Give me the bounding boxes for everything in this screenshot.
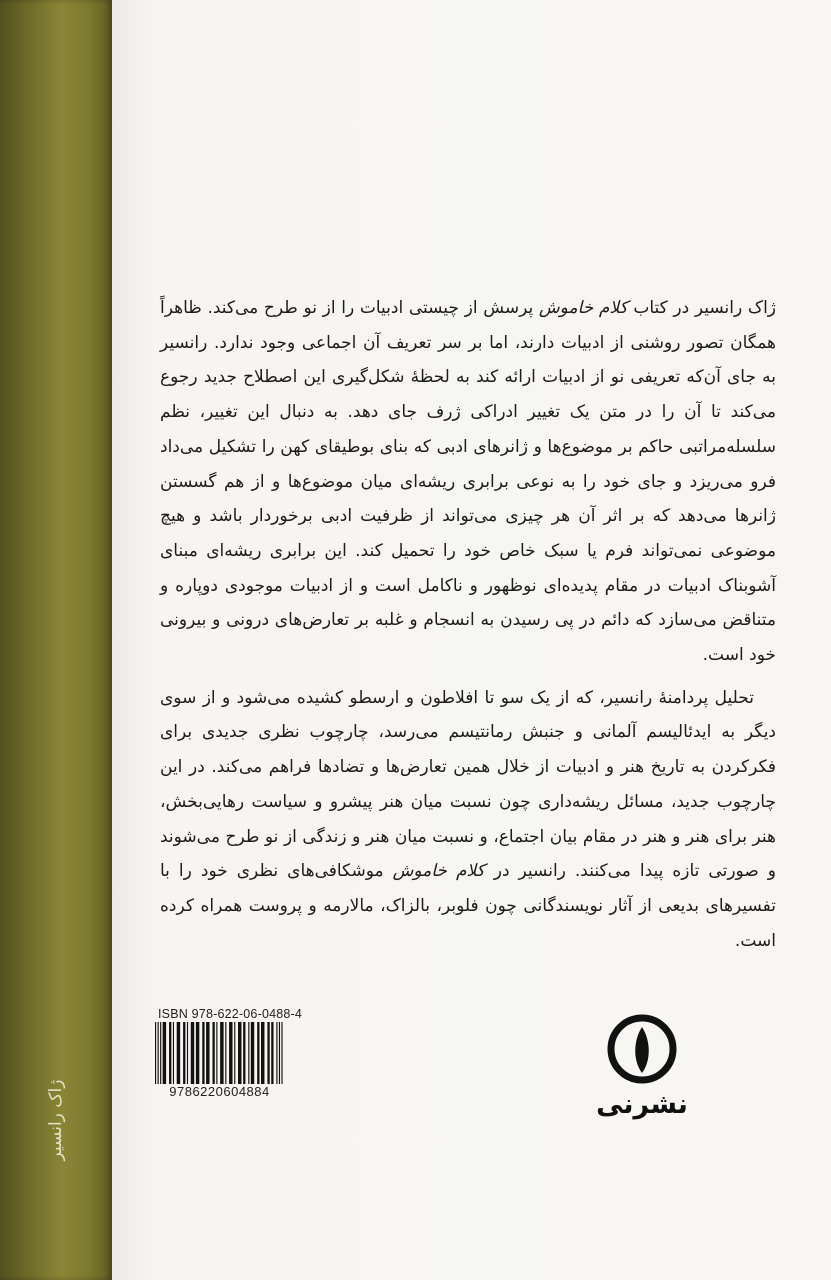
- barcode-bar: [257, 1022, 259, 1084]
- blurb-p2-rest: موشکافی‌های نظری خود را با تفسیرهای بدیعی از آثار نویسندگانی چون فلوبر، بالزاک، مالارمه و پروست همراه کرده است.: [160, 861, 776, 951]
- publisher-name: نشرنی: [596, 1089, 688, 1120]
- barcode-bar: [216, 1022, 217, 1084]
- ney-publisher-logo-icon: [606, 1013, 678, 1085]
- barcode-bar: [202, 1022, 204, 1084]
- book-title-inline: کلام خاموش: [538, 298, 628, 318]
- barcode-bar: [281, 1022, 282, 1084]
- blurb-paragraph-2: [160, 681, 776, 959]
- barcode-bar: [251, 1022, 254, 1084]
- barcode-bar: [248, 1022, 249, 1084]
- barcode-bar: [196, 1022, 199, 1084]
- barcode-bar: [234, 1022, 235, 1084]
- barcode-bar: [238, 1022, 241, 1084]
- barcode-bar: [160, 1022, 161, 1084]
- isbn-barcode: [153, 1022, 286, 1084]
- blurb-paragraph-1: [160, 291, 776, 673]
- barcode-bar: [163, 1022, 166, 1084]
- barcode-bar: [220, 1022, 223, 1084]
- barcode-bar: [169, 1022, 171, 1084]
- barcode-bar: [155, 1022, 156, 1084]
- barcode-bar: [267, 1022, 269, 1084]
- book-spine: [0, 0, 112, 1280]
- isbn-label: ISBN 978-622-06-0488-4: [158, 1007, 303, 1021]
- barcode-number: 9786220604884: [169, 1084, 270, 1099]
- barcode-bar: [271, 1022, 273, 1084]
- barcode-bar: [173, 1022, 174, 1084]
- barcode-bar: [158, 1022, 159, 1084]
- barcode-bar: [243, 1022, 245, 1084]
- barcode-bar: [177, 1022, 180, 1084]
- blurb-p2-start: تحلیل پردامنهٔ رانسیر، که از یک سو تا افلاطون و ارسطو کشیده می‌شود و از سوی دیگر به ایدئالیسم آلمانی و جنبش رمانتیسم می‌رسد، چارچوب نظری جدیدی برای فکرکردن به تاریخ هنر و ادبیات از خلال همین تعارض‌ها و تضادها فراهم می‌کند. در این چارچوب جدید، مسائل ریشه‌داری چون نسبت میان هنر پیشرو و سیاست رهایی‌بخش، هنر برای هنر و هنر در مقام بیان اجتماع، و نسبت میان هنر و زندگی از نو طرح می‌شوند و صورتی تازه پیدا می‌کنند. رانسیر در: [160, 687, 776, 882]
- barcode-bar: [229, 1022, 232, 1084]
- barcode-bar: [261, 1022, 264, 1084]
- book-title-inline-2: کلام خاموش: [392, 861, 485, 882]
- barcode-bar: [279, 1022, 280, 1084]
- blurb-p1-rest: پرسش از چیستی ادبیات را از نو طرح می‌کند. ظاهراً همگان تصور روشنی از ادبیات دارند، اما بر سر تعریف آن اجماعی وجود ندارد. رانسیر به جای آن‌که تعریفی نو از ادبیات ارائه کند به لحظهٔ شکل‌گیری این اصطلاح جدید رجوع می‌کند تا آن را در متن یک تغییر ادراکی ژرف جای دهد. به دنبال این تغییر، نظم سلسله‌مراتبی حاکم بر موضوع‌ها و ژانرهای ادبی که بنای بوطیقای کهن را تشکیل می‌داد فرو می‌ریزد و جای خود را به نوعی برابری ریشه‌ای میان موضوع‌ها و از هم گسستن ژانرها می‌دهد که بر اثر آن هر چیزی می‌تواند از ظرفیت ادبی برخوردار باشد و هیچ موضوعی نمی‌تواند فرم یا سبک خاص خود را تحمیل کند. این برابری ریشه‌ای مبنای آشوبناک ادبیات در مقام پدیده‌ای نوظهور و ناکامل است و از ادبیات موجودی دوپاره و متناقض می‌سازد که دائم در پی رسیدن به انسجام و غلبه بر تعارض‌های درونی و بیرونی خود است.: [160, 298, 776, 666]
- blurb-p1-start: ژاک رانسیر در کتاب: [627, 298, 776, 318]
- spine-author-text: ژاک رانسیر: [46, 1079, 66, 1161]
- barcode-bar: [206, 1022, 209, 1084]
- barcode-bar: [225, 1022, 226, 1084]
- barcode-bar: [212, 1022, 214, 1084]
- blurb-text: [160, 291, 776, 958]
- barcode-bar: [276, 1022, 277, 1084]
- barcode-bar: [183, 1022, 185, 1084]
- barcode-bar: [191, 1022, 194, 1084]
- barcode-bar: [187, 1022, 188, 1084]
